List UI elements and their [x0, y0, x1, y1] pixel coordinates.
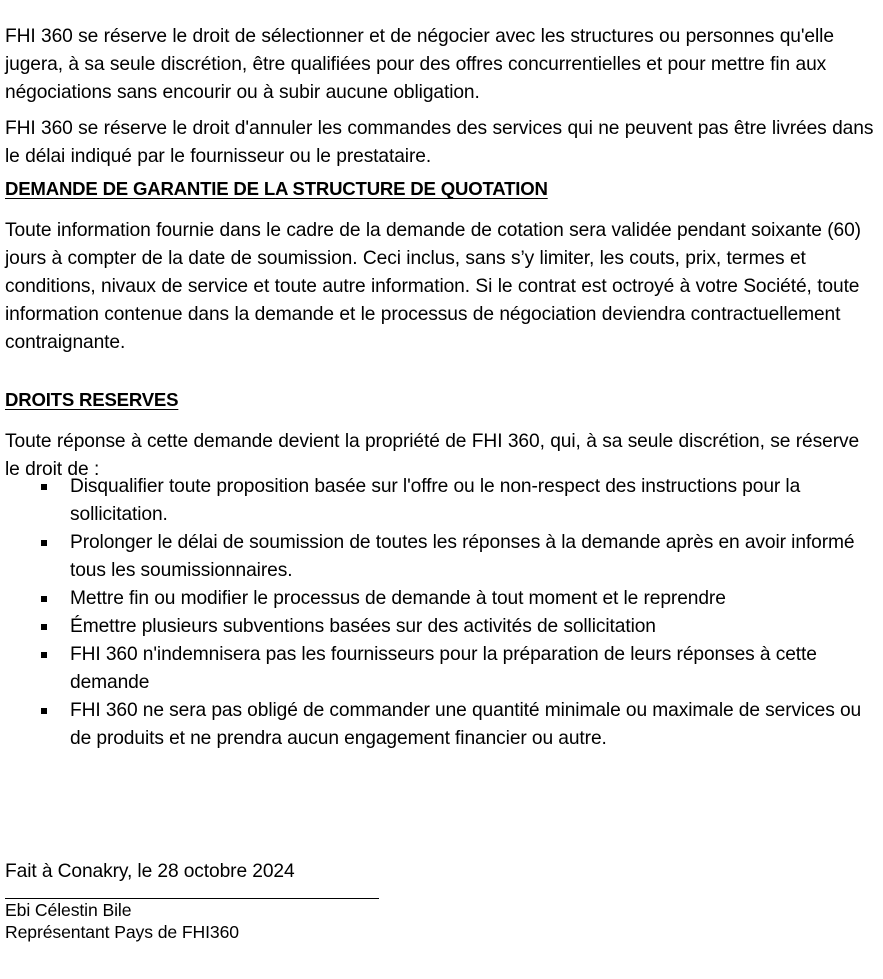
rights-bullet-list [5, 473, 878, 753]
list-item [5, 641, 878, 697]
list-item [5, 585, 878, 613]
list-item [5, 613, 878, 641]
list-item-text: Disqualifier toute proposition basée sur l'offre ou le non-respect des instructions pour la sollicitation. [70, 476, 801, 525]
square-bullet-icon [41, 624, 47, 630]
signature-gap [5, 886, 505, 898]
heading-demande-de-garantie: DEMANDE DE GARANTIE DE LA STRUCTURE DE QUOTATION [5, 178, 548, 200]
list-item-text: Prolonger le délai de soumission de toutes les réponses à la demande après en avoir informé tous les soumissionnaires. [70, 532, 855, 581]
paragraph-rights-intro: Toute réponse à cette demande devient la propriété de FHI 360, qui, à sa seule discrétion, se réserve le droit de : [5, 431, 860, 481]
heading-droits-reserves: DROITS RESERVES [5, 389, 179, 411]
square-bullet-icon [41, 652, 47, 658]
list-item [5, 529, 878, 585]
signature-date-line: Fait à Conakry, le 28 octobre 2024 [5, 861, 295, 882]
list-item [5, 697, 878, 753]
square-bullet-icon [41, 484, 47, 490]
list-item-text: Émettre plusieurs subventions basées sur des activités de sollicitation [70, 616, 656, 637]
paragraph-cancel-orders: FHI 360 se réserve le droit d'annuler les commandes des services qui ne peuvent pas être livrées dans le délai indiqué par le fournisseur ou le prestataire. [5, 118, 874, 168]
signature-block [5, 858, 505, 943]
list-item-text: FHI 360 ne sera pas obligé de commander une quantité minimale ou maximale de services ou de produits et ne prendra aucun engagement financier ou autre. [70, 700, 862, 749]
square-bullet-icon [41, 540, 47, 546]
paragraph-selection-negotiation: FHI 360 se réserve le droit de sélectionner et de négocier avec les structures ou personnes qu'elle jugera, à sa seule discrétion, être qualifiées pour des offres concurrentielles et pour mettre fin aux négociations sans encourir ou à subir aucune obligation. [5, 26, 834, 104]
list-item [5, 473, 878, 529]
signature-name: Ebi Célestin Bile [5, 900, 132, 920]
list-item-text: FHI 360 n'indemnisera pas les fournisseurs pour la préparation de leurs réponses à cette demande [70, 644, 817, 693]
paragraph-guarantee-validity: Toute information fournie dans le cadre de la demande de cotation sera validée pendant soixante (60) jours à compter de la date de soumission. Ceci inclus, sans s’y limiter, les couts, prix, termes et conditions, nivaux de service et toute autre information. Si le contrat est octroyé à votre Société, toute information contenue dans la demande et le processus de négociation deviendra contractuellement contraignante. [5, 220, 861, 354]
square-bullet-icon [41, 708, 47, 714]
square-bullet-icon [41, 596, 47, 602]
list-item-text: Mettre fin ou modifier le processus de demande à tout moment et le reprendre [70, 588, 726, 609]
signature-role: Représentant Pays de FHI360 [5, 922, 239, 942]
